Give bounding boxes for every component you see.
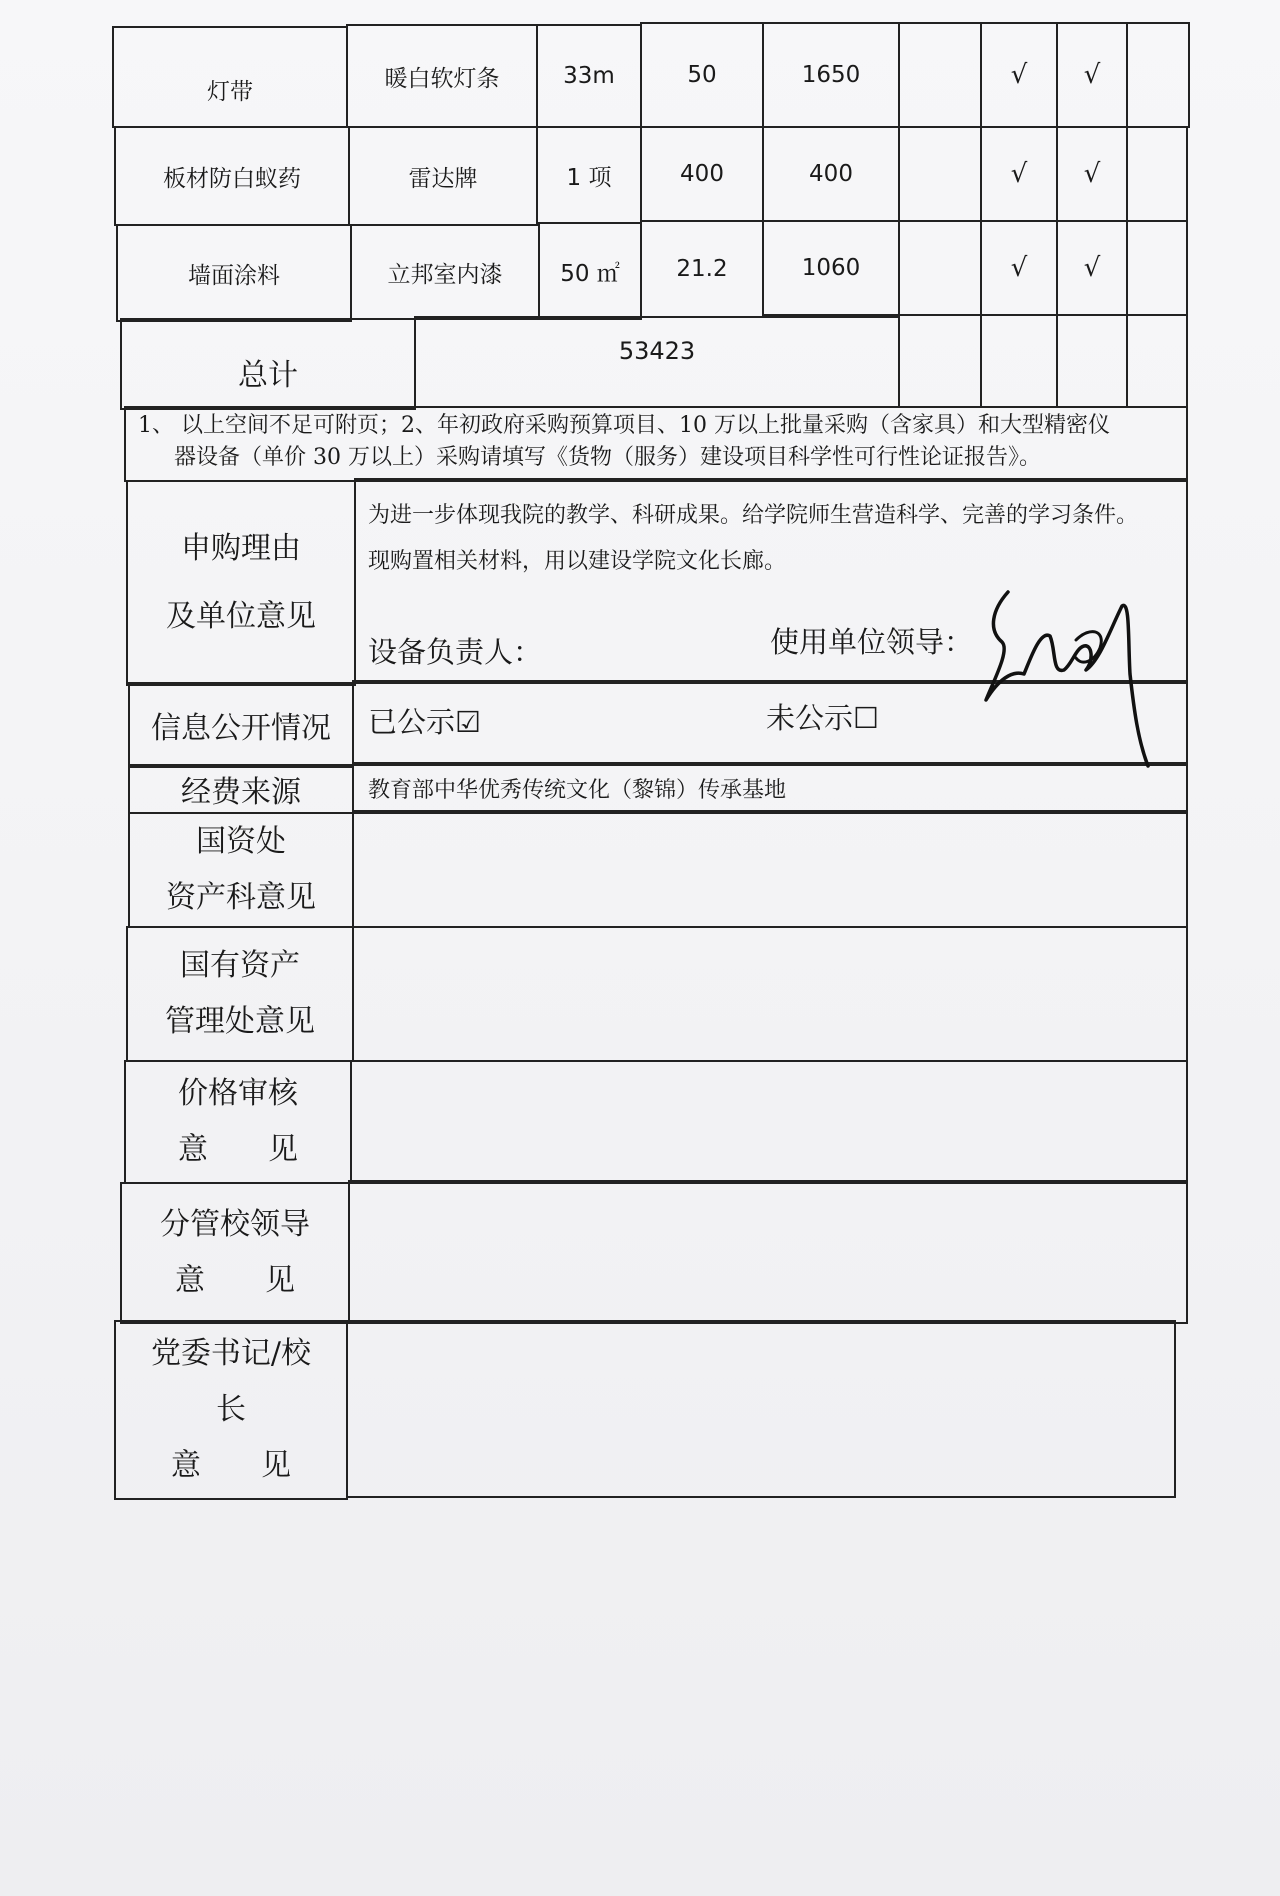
reason-label-cell [126, 480, 356, 686]
sum-label-cell [120, 318, 416, 410]
item-total: 1650 [801, 62, 861, 88]
funding-label: 经费来源 [181, 775, 301, 810]
item-blank-cell [898, 126, 982, 222]
item-spec-cell [350, 224, 540, 320]
opinion-label: 意 见 [171, 1448, 291, 1483]
opinion-content-cell [346, 1320, 1176, 1498]
reason-label: 及单位意见 [166, 599, 316, 634]
check-mark: √ [1083, 159, 1101, 189]
info-label-cell [128, 682, 354, 768]
opinion-label: 价格审核 [178, 1076, 298, 1111]
unit-leader-label: 使用单位领导： [770, 625, 974, 659]
item-name-cell [114, 126, 350, 226]
reason-text: 现购置相关材料，用以建设学院文化长廊。 [368, 549, 787, 574]
opinion-label: 长 [216, 1392, 246, 1427]
sum-value-cell [414, 316, 900, 408]
item-price-cell [640, 22, 764, 128]
item-qty-cell [538, 222, 642, 320]
item-blank-cell [1126, 22, 1190, 128]
opinion-label-cell [124, 1060, 352, 1184]
check-mark: √ [1010, 253, 1028, 283]
item-spec: 立邦室内漆 [387, 261, 503, 288]
opinion-label-cell [126, 926, 354, 1062]
item-qty: 50 ㎡ [560, 260, 620, 287]
check-mark: √ [1083, 60, 1101, 90]
item-name-cell [112, 26, 348, 128]
item-qty: 1 项 [566, 164, 612, 191]
check-mark: √ [1010, 159, 1028, 189]
item-check2-cell [1056, 220, 1128, 316]
item-name: 板材防白蚁药 [163, 165, 301, 192]
note-line: 1、 以上空间不足可附页；2、年初政府采购预算项目、10 万以上批量采购（含家具）和大型精密仪 [138, 413, 1110, 438]
sum-blank-cell [898, 314, 982, 408]
item-check1-cell [980, 220, 1058, 316]
opinion-label-cell [128, 812, 354, 928]
opinion-content-cell [352, 926, 1188, 1062]
item-price: 21.2 [676, 256, 728, 282]
opinion-content-cell [348, 1180, 1188, 1324]
funding-label-cell [128, 764, 354, 814]
item-qty-cell [536, 24, 642, 128]
item-check2-cell [1056, 126, 1128, 222]
check-mark: √ [1010, 60, 1028, 90]
item-total: 400 [809, 161, 853, 187]
item-total: 1060 [801, 255, 861, 281]
item-price: 400 [680, 161, 724, 187]
item-check2-cell [1056, 22, 1128, 128]
item-name: 灯带 [207, 78, 253, 105]
opinion-label: 国资处 [196, 824, 286, 859]
note-cell [124, 406, 1188, 482]
item-spec-cell [346, 24, 538, 128]
item-total-cell [762, 22, 900, 128]
item-blank-cell [898, 220, 982, 316]
equip-owner-label: 设备负责人： [368, 635, 543, 669]
reason-label: 申购理由 [181, 531, 301, 566]
note-line: 器设备（单价 30 万以上）采购请填写《货物（服务）建设项目科学性可行性论证报告》。 [174, 445, 1041, 470]
sum-blank-cell [1056, 314, 1128, 408]
opinion-label: 管理处意见 [165, 1004, 315, 1039]
item-qty: 33m [563, 63, 615, 89]
item-spec: 雷达牌 [408, 165, 478, 192]
item-blank-cell [898, 22, 982, 128]
item-name: 墙面涂料 [188, 262, 280, 289]
opinion-label: 意 见 [175, 1263, 295, 1298]
item-qty-cell [536, 126, 642, 224]
item-price-cell [640, 220, 764, 318]
opinion-label: 意 见 [178, 1132, 298, 1167]
opinion-label-cell [114, 1320, 348, 1500]
funding-value: 教育部中华优秀传统文化（黎锦）传承基地 [368, 777, 787, 803]
published-option: 已公示☑ [368, 705, 481, 739]
item-total-cell [762, 220, 900, 316]
leader-signature [980, 570, 1160, 770]
item-check1-cell [980, 126, 1058, 222]
item-price: 50 [687, 62, 717, 88]
opinion-label-cell [120, 1182, 350, 1324]
reason-text: 为进一步体现我院的教学、科研成果。给学院师生营造科学、完善的学习条件。 [368, 503, 1139, 528]
item-spec-cell [348, 126, 538, 226]
item-blank-cell [1126, 220, 1188, 316]
opinion-label: 党委书记/校 [150, 1336, 312, 1371]
item-name-cell [116, 224, 352, 322]
opinion-label: 分管校领导 [160, 1207, 310, 1242]
item-total-cell [762, 126, 900, 222]
check-mark: √ [1083, 253, 1101, 283]
item-check1-cell [980, 22, 1058, 128]
unpublished-option: 未公示☐ [766, 701, 879, 735]
sum-value: 53423 [618, 337, 696, 365]
item-price-cell [640, 126, 764, 222]
item-blank-cell [1126, 126, 1188, 222]
sum-label: 总计 [238, 358, 298, 393]
sum-blank-cell [1126, 314, 1188, 408]
sum-blank-cell [980, 314, 1058, 408]
opinion-label: 资产科意见 [166, 880, 316, 915]
opinion-content-cell [352, 810, 1188, 928]
opinion-label: 国有资产 [180, 948, 300, 983]
item-spec: 暖白软灯条 [384, 65, 500, 92]
opinion-content-cell [350, 1060, 1188, 1184]
info-label: 信息公开情况 [151, 711, 331, 746]
